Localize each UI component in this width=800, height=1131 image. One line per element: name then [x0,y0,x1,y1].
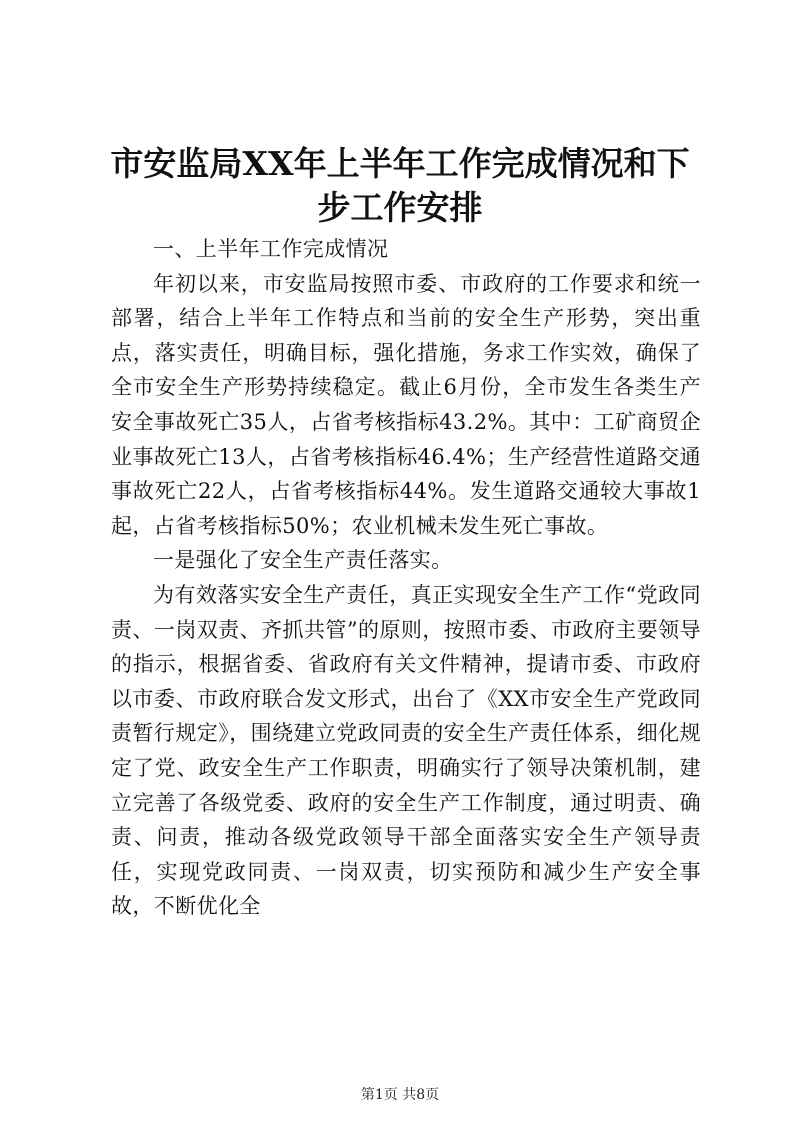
paragraph: 年初以来，市安监局按照市委、市政府的工作要求和统一部署，结合上半年工作特点和当前的安全生产形势，突出重点，落实责任，明确目标，强化措施，务求工作实效，确保了全市安全生产形势持续稳定。截止6月份，全市发生各类生产安全事故死亡35人，占省考核指标43.2%。其中：工矿商贸企业事故死亡13人，占省考核指标46.4%；生产经营性道路交通事故死亡22人，占省考核指标44%。发生道路交通较大事故1起，占省考核指标50%；农业机械未发生死亡事故。 [111,271,701,538]
paragraph: 为有效落实安全生产责任，真正实现安全生产工作“党政同责、一岗双责、齐抓共管”的原则，按照市委、市政府主要领导的指示，根据省委、省政府有关文件精神，提请市委、市政府以市委、市政府联合发文形式，出台了《XX市安全生产党政同责暂行规定》，围绕建立党政同责的安全生产责任体系，细化规定了党、政安全生产工作职责，明确实行了领导决策机制，建立完善了各级党委、政府的安全生产工作制度，通过明责、确责、问责，推动各级党政领导干部全面落实安全生产领导责任，实现党政同责、一岗双责，切实预防和减少生产安全事故，不断优化全 [111,582,701,919]
document-body [111,232,701,924]
section-heading: 一、上半年工作完成情况 [153,237,389,261]
page-footer: 第1页 共8页 [360,1087,440,1103]
document-title: 市安监局XX年上半年工作完成情况和下步工作安排 [110,144,690,227]
subsection-heading: 一是强化了安全生产责任落实。 [153,548,453,573]
